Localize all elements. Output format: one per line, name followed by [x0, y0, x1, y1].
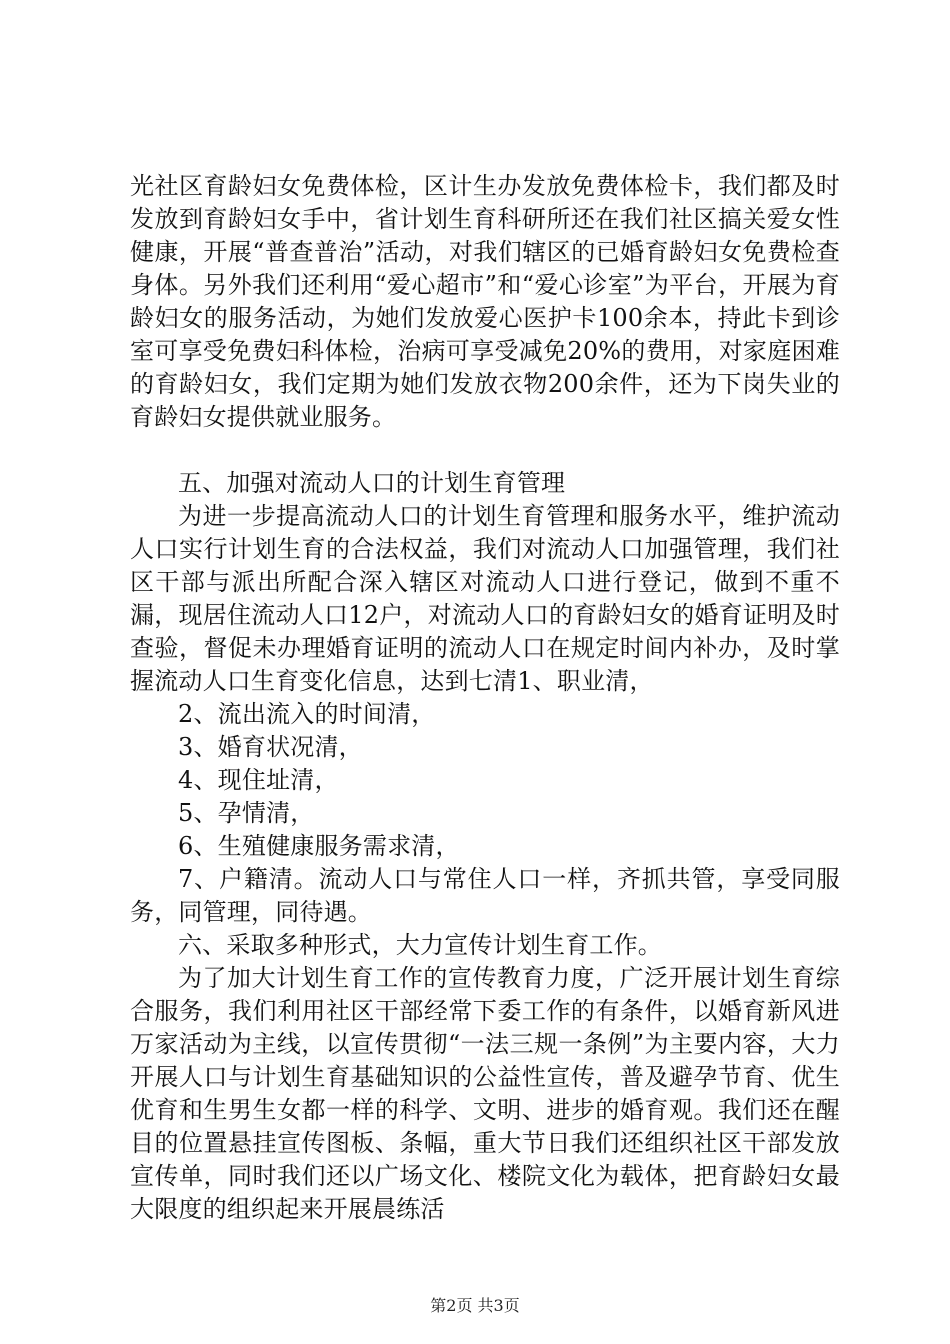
- list-item-health-needs-clear: 6、生殖健康服务需求清，: [178, 832, 460, 860]
- paragraph-publicity-work: 为了加大计划生育工作的宣传教育力度，广泛开展计划生育综合服务，我们利用社区干部经常下委工作的有条件，以婚育新风进万家活动为主线，以宣传贯彻“一法三规一条例”为主要内容，大力开展人口与计划生育基础知识的公益性宣传，普及避孕节育、优生优育和生男生女都一样的科学、文明、进步的婚育观。我们还在醒目的位置悬挂宣传图板、条幅，重大节日我们还组织社区干部发放宣传单，同时我们还以广场文化、楼院文化为载体，把育龄妇女最大限度的组织起来开展晨练活: [130, 964, 840, 1223]
- list-item-address-clear: 4、现住址清，: [178, 766, 339, 794]
- list-item-timing-clear: 2、流出流入的时间清，: [178, 700, 436, 728]
- section-heading-publicity: 六、采取多种形式，大力宣传计划生育工作。: [178, 931, 662, 959]
- list-item-household-registration-clear: 7、户籍清。流动人口与常住人口一样，齐抓共管，享受同服务，同管理，同待遇。: [130, 865, 840, 926]
- document-body: [130, 170, 840, 1226]
- list-item-pregnancy-clear: 5、孕情清，: [178, 799, 315, 827]
- paragraph-floating-population-management: 为进一步提高流动人口的计划生育管理和服务水平，维护流动人口实行计划生育的合法权益，我们对流动人口加强管理，我们社区干部与派出所配合深入辖区对流动人口进行登记，做到不重不漏，现居住流动人口12户，对流动人口的育龄妇女的婚育证明及时查验，督促未办理婚育证明的流动人口在规定时间内补办，及时掌握流动人口生育变化信息，达到七清1、职业清，: [130, 502, 840, 695]
- paragraph-service-activities: 光社区育龄妇女免费体检，区计生办发放免费体检卡，我们都及时发放到育龄妇女手中，省计划生育科研所还在我们社区搞关爱女性健康，开展“普查普治”活动，对我们辖区的已婚育龄妇女免费检查身体。另外我们还利用“爱心超市”和“爱心诊室”为平台，开展为育龄妇女的服务活动，为她们发放爱心医护卡100余本，持此卡到诊室可享受免费妇科体检，治病可享受减免20%的费用，对家庭困难的育龄妇女，我们定期为她们发放衣物200余件，还为下岗失业的育龄妇女提供就业服务。: [130, 172, 840, 431]
- list-item-marital-status-clear: 3、婚育状况清，: [178, 733, 363, 761]
- section-heading-floating-population: 五、加强对流动人口的计划生育管理: [178, 469, 566, 497]
- page-footer: 第2页 共3页: [430, 1296, 520, 1315]
